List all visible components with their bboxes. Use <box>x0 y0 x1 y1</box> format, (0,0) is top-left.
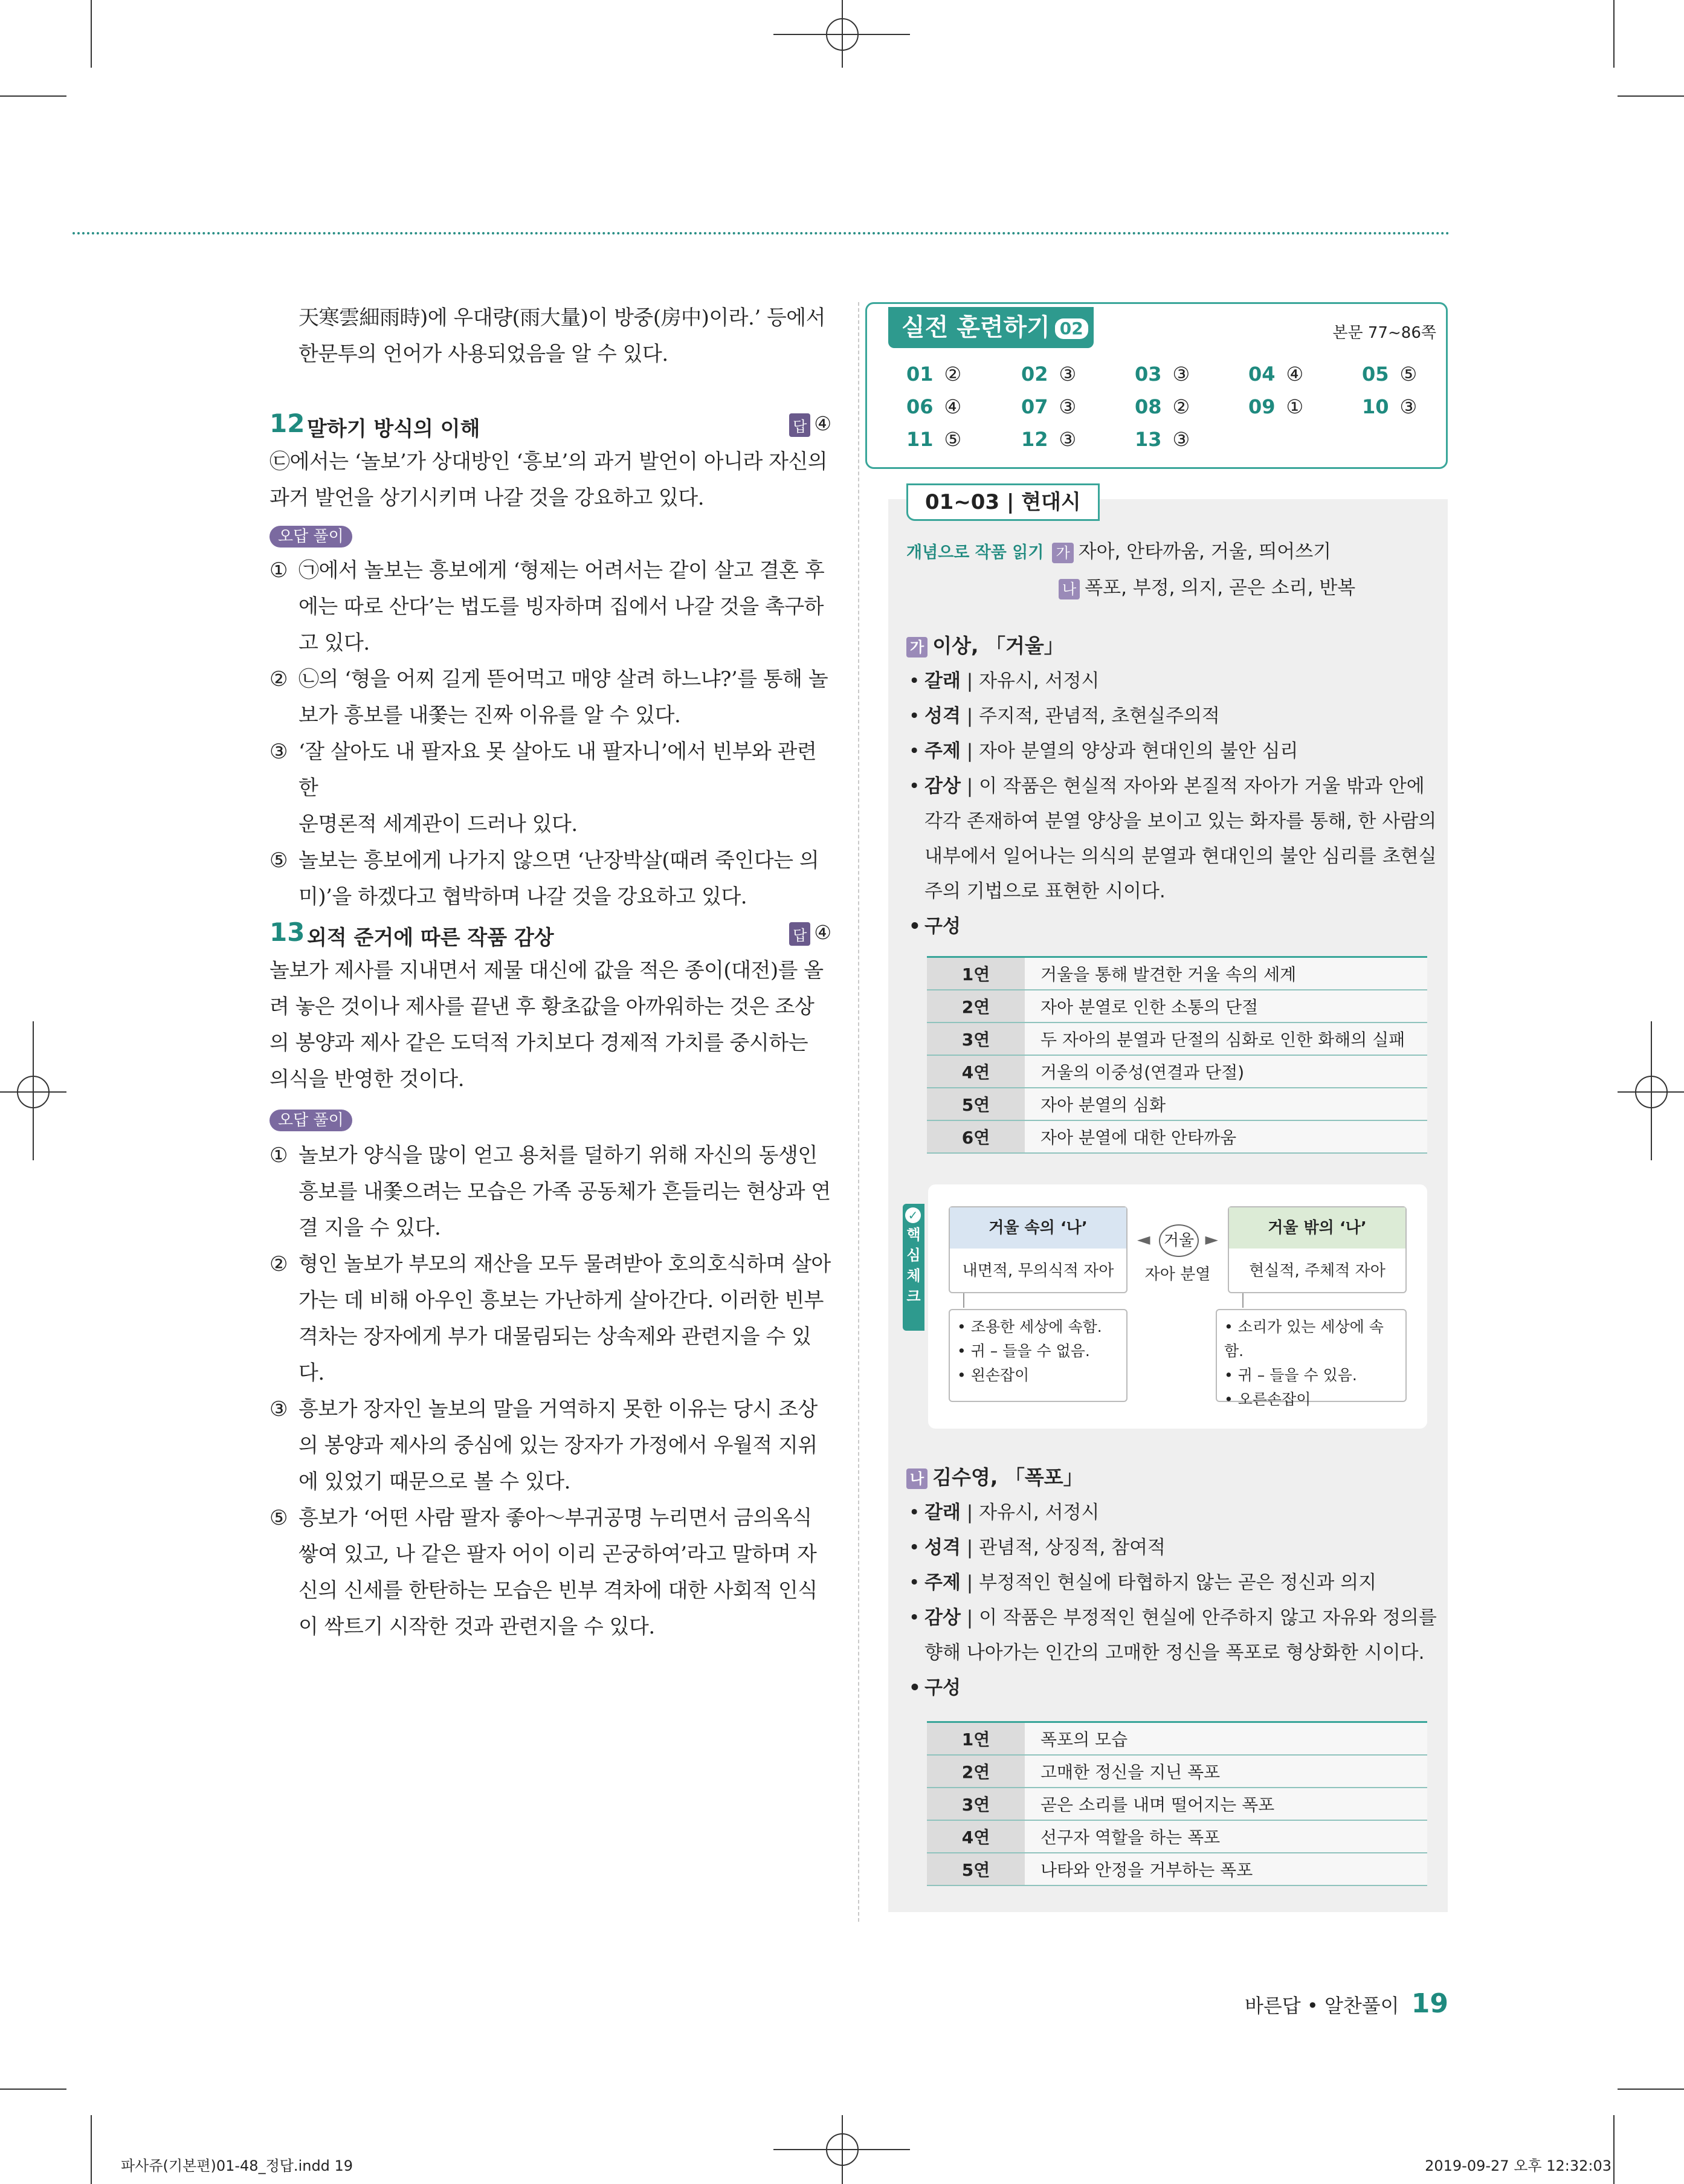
poem-title-line <box>906 628 1438 664</box>
page-footer <box>1245 1988 1448 2019</box>
text-line: 고 있다. <box>298 631 370 655</box>
text-line: 의 봉양과 제사 같은 도덕적 가치보다 경제적 가치를 중시하는 <box>269 1031 808 1055</box>
na-badge: 나 <box>1059 579 1080 599</box>
q13-body <box>269 952 831 1097</box>
answer-value: ④ <box>814 412 831 435</box>
info-label: 갈래 <box>924 670 961 692</box>
answer-choice: ③ <box>1059 363 1077 386</box>
answer-number: 01 <box>906 363 934 386</box>
text-line: ‘잘 살아도 내 팔자요 못 살아도 내 팔자니’에서 빈부와 관련한 <box>298 740 817 800</box>
text-line: 놀보가 제사를 지내면서 제물 대신에 값을 적은 종이(대전)를 올 <box>269 958 824 983</box>
answer-label <box>789 921 831 946</box>
text-line: 흥보가 장자인 놀보의 말을 거역하지 못한 이유는 당시 조상 <box>298 1397 818 1421</box>
page-number: 19 <box>1411 1988 1448 2019</box>
answer-number: 10 <box>1362 395 1389 418</box>
answer-choice: ③ <box>1172 428 1190 451</box>
poem-na <box>906 1460 1438 1705</box>
crop-mark <box>773 34 910 35</box>
answer-choice: ④ <box>944 395 962 418</box>
info-label: 성격 <box>924 1537 961 1559</box>
list-item: • 귀 – 들을 수 있음. <box>1224 1366 1357 1384</box>
list-item <box>269 1246 831 1391</box>
content-cell: 자아 분열의 심화 <box>1025 1088 1427 1120</box>
stanza-cell: 4연 <box>927 1055 1025 1088</box>
answer-number: 04 <box>1248 363 1276 386</box>
info-genre: • 갈래 | 자유시, 서정시 <box>906 664 1438 699</box>
text-line: 의 봉양과 제사의 중심에 있는 장자가 가정에서 우월적 지위 <box>298 1433 818 1458</box>
item-marker: ③ <box>269 740 288 764</box>
section-tab: 01~03 | 현대시 <box>906 483 1100 521</box>
text-line: 놀보는 흥보에게 나가지 않으면 ‘난장박살(때려 죽인다는 의 <box>298 848 819 873</box>
text-line: 이 작품은 현실적 자아와 본질적 자아가 거울 밖과 안에 <box>979 775 1425 797</box>
text-line: 미)’을 하겠다고 협박하며 나갈 것을 강요하고 있다. <box>298 885 747 909</box>
side-tab-text: 핵심체크 <box>906 1226 921 1305</box>
list-item: • 왼손잡이 <box>957 1366 1030 1384</box>
text-line: 흥보가 ‘어떤 사람 팔자 좋아～부귀공명 누리면서 금의옥식 <box>298 1506 812 1530</box>
answer-number: 03 <box>1135 363 1162 386</box>
stanza-cell: 1연 <box>927 1722 1025 1756</box>
answer-item <box>1021 428 1076 451</box>
answer-item <box>1248 363 1303 386</box>
content-cell: 자아 분열에 대한 안타까움 <box>1025 1120 1427 1153</box>
concept-ga-text: 자아, 안타까움, 거울, 띄어쓰기 <box>1078 541 1332 563</box>
info-value: 주지적, 관념적, 초현실주의적 <box>979 705 1220 727</box>
answer-number: 08 <box>1135 395 1162 418</box>
info-theme: • 주제 | 자아 분열의 양상과 현대인의 불안 심리 <box>906 734 1438 769</box>
answer-number: 07 <box>1021 395 1048 418</box>
text-line: 과거 발언을 상기시키며 나갈 것을 강요하고 있다. <box>269 486 705 510</box>
answer-key-title <box>888 307 1094 348</box>
table-row <box>927 957 1427 990</box>
answer-item <box>1248 395 1303 418</box>
stanza-cell: 2연 <box>927 990 1025 1023</box>
stanza-cell: 3연 <box>927 1023 1025 1055</box>
answer-choice: ④ <box>1286 363 1304 386</box>
list-item <box>269 734 831 842</box>
mirror-label: 거울 <box>1159 1224 1199 1257</box>
concept-summary <box>906 534 1438 606</box>
text-line: 보가 흥보를 내쫓는 진짜 이유를 알 수 있다. <box>298 703 681 728</box>
content-cell: 두 자아의 분열과 단절의 심화로 인한 화해의 실패 <box>1025 1023 1427 1055</box>
question-number: 13 <box>269 917 305 947</box>
text-line: 에 있었기 때문으로 볼 수 있다. <box>298 1470 570 1494</box>
text-line: 에는 따로 산다’는 법도를 빙자하며 집에서 나갈 것을 촉구하 <box>298 595 824 619</box>
answer-item <box>1362 363 1417 386</box>
answer-item <box>906 428 961 451</box>
footer-label: 바른답 • 알찬풀이 <box>1244 1994 1399 2017</box>
odap-badge: 오답 풀이 <box>269 526 352 548</box>
answer-item <box>1021 363 1076 386</box>
title-badge: 02 <box>1055 318 1088 339</box>
concept-na-text: 폭포, 부정, 의지, 곧은 소리, 반복 <box>1085 577 1356 599</box>
list-item <box>269 552 831 661</box>
question-title: 말하기 방식의 이해 <box>307 417 480 441</box>
answer-label <box>789 412 831 437</box>
table-row <box>927 1088 1427 1120</box>
answer-number: 12 <box>1021 428 1048 451</box>
table-row <box>927 990 1427 1023</box>
text-line: 형인 놀보가 부모의 재산을 모두 물려받아 호의호식하며 살아 <box>298 1252 831 1276</box>
inner-self-sub: 내면적, 무의식적 자아 <box>962 1262 1114 1280</box>
answer-item <box>1021 395 1076 418</box>
question-title: 외적 준거에 따른 작품 감상 <box>307 926 554 950</box>
text-line: 격차는 장자에게 부가 대물림되는 상속제와 관련지을 수 있다. <box>298 1325 811 1385</box>
inner-self-head: 거울 속의 ‘나’ <box>950 1207 1126 1249</box>
list-item: • 조용한 세상에 속함. <box>957 1318 1102 1336</box>
stanza-cell: 4연 <box>927 1820 1025 1853</box>
answer-number: 06 <box>906 395 934 418</box>
list-item: • 오른손잡이 <box>1224 1391 1311 1408</box>
list-item: • 소리가 있는 세상에 속함. <box>1224 1318 1384 1360</box>
structure-table-ga <box>927 956 1427 1154</box>
text-line: ㉡의 ‘형을 어찌 길게 뜯어먹고 매양 살려 하느냐?’를 통해 놀 <box>298 667 828 691</box>
crop-mark <box>91 0 92 68</box>
text-line: 가는 데 비해 아우인 흥보는 가난하게 살아간다. 이러한 빈부 <box>298 1288 824 1313</box>
concept-line <box>906 534 1438 570</box>
content-cell: 거울의 이중성(연결과 단절) <box>1025 1055 1427 1088</box>
crop-mark <box>1618 95 1684 97</box>
table-row <box>927 1023 1427 1055</box>
info-label: 감상 <box>924 775 961 797</box>
outer-self-sub: 현실적, 주체적 자아 <box>1249 1262 1386 1280</box>
text-line: 주의 기법으로 표현한 시이다. <box>924 880 1166 902</box>
question-number: 12 <box>269 409 305 438</box>
text-line: 신의 신세를 한탄하는 모습은 빈부 격차에 대한 사회적 인식 <box>298 1578 818 1603</box>
text-line: • 감상 | 이 작품은 현실적 자아와 본질적 자아가 거울 밖과 안에 <box>924 775 1425 797</box>
na-badge: 나 <box>906 1468 927 1489</box>
q12-body <box>269 444 831 516</box>
outer-self-box <box>1228 1206 1407 1293</box>
mirror-diagram <box>928 1184 1427 1429</box>
info-label: 감상 <box>924 1607 961 1629</box>
table-row <box>927 1722 1427 1756</box>
structure-label: • 구성 <box>906 909 1438 944</box>
center-sub: 자아 분열 <box>1144 1265 1211 1284</box>
table-row <box>927 1853 1427 1885</box>
answer-choice: ③ <box>1059 428 1077 451</box>
poem-title: 김수영, 「폭포」 <box>932 1465 1083 1489</box>
info-appreciation <box>906 769 1438 909</box>
text-line: 쌓여 있고, 나 같은 팔자 어이 이리 곤궁하여’라고 말하며 자 <box>298 1542 817 1566</box>
intro-text <box>298 300 831 372</box>
list-item: • 귀 – 들을 수 없음. <box>957 1342 1090 1360</box>
crop-mark <box>1613 2115 1615 2184</box>
text-line: 이 싹트기 시작한 것과 관련지을 수 있다. <box>298 1615 655 1639</box>
info-value: 부정적인 현실에 타협하지 않는 곧은 정신과 의지 <box>979 1572 1377 1594</box>
answer-choice: ② <box>944 363 962 386</box>
content-cell: 고매한 정신을 지닌 폭포 <box>1025 1755 1427 1788</box>
title-text: 실전 훈련하기 <box>902 314 1050 341</box>
answer-number: 09 <box>1248 395 1276 418</box>
item-marker: ① <box>269 558 288 583</box>
print-file-info: 파사쥬(기본편)01-48_정답.indd 19 <box>121 2157 353 2174</box>
text-line: 흥보를 내쫓으려는 모습은 가족 공동체가 흔들리는 현상과 연 <box>298 1180 831 1204</box>
print-date-info: 2019-09-27 오후 12:32:03 <box>1425 2157 1611 2174</box>
odap-badge: 오답 풀이 <box>269 1110 352 1131</box>
column-divider <box>858 302 859 1922</box>
item-marker: ② <box>269 667 288 691</box>
answer-item <box>1135 395 1190 418</box>
answer-item <box>1135 363 1190 386</box>
content-cell: 폭포의 모습 <box>1025 1722 1427 1756</box>
text-line: ㉠에서 놀보는 흥보에게 ‘형제는 어려서는 같이 살고 결혼 후 <box>298 558 825 583</box>
answer-item <box>906 363 961 386</box>
item-marker: ② <box>269 1252 288 1276</box>
answer-value: ④ <box>814 921 831 944</box>
answer-choice: ⑤ <box>944 428 962 451</box>
check-icon: ✓ <box>905 1207 921 1223</box>
info-nature: • 성격 | 주지적, 관념적, 초현실주의적 <box>906 699 1438 734</box>
connector-line <box>963 1293 964 1308</box>
content-cell: 곧은 소리를 내며 떨어지는 폭포 <box>1025 1788 1427 1820</box>
crop-mark <box>1651 1021 1652 1160</box>
text-line: 각각 존재하여 분열 양상을 보이고 있는 화자를 통해, 한 사람의 <box>924 810 1437 832</box>
crop-mark <box>0 2089 66 2090</box>
list-item <box>269 842 831 915</box>
list-item <box>269 661 831 734</box>
crop-mark <box>1613 0 1615 68</box>
right-arrow-icon: ► <box>1205 1229 1218 1249</box>
item-marker: ⑤ <box>269 1506 288 1530</box>
info-nature: • 성격 | 관념적, 상징적, 참여적 <box>906 1530 1438 1565</box>
answer-badge: 답 <box>789 922 810 946</box>
list-item <box>269 1391 831 1500</box>
text-line: 의식을 반영한 것이다. <box>269 1067 465 1091</box>
text-line: 려 놓은 것이나 제사를 끝낸 후 황초값을 아까워하는 것은 조상 <box>269 995 815 1019</box>
q12-header <box>269 409 831 445</box>
q13-header <box>269 917 831 954</box>
concept-label: 개념으로 작품 읽기 <box>906 543 1044 562</box>
header-dotted-rule <box>73 232 1450 234</box>
answer-choice: ③ <box>1399 395 1418 418</box>
ga-badge: 가 <box>906 637 927 657</box>
info-appreciation <box>906 1600 1438 1670</box>
answer-badge: 답 <box>789 413 810 437</box>
answer-number: 11 <box>906 428 934 451</box>
ga-badge: 가 <box>1052 543 1073 563</box>
answer-item <box>1362 395 1417 418</box>
crop-mark <box>1618 2089 1684 2090</box>
center-mirror <box>1137 1222 1218 1258</box>
info-label: 주제 <box>924 1572 961 1594</box>
text-line: 내부에서 일어나는 의식의 분열과 현대인의 불안 심리를 초현실 <box>924 845 1437 867</box>
stanza-cell: 5연 <box>927 1088 1025 1120</box>
answer-choice: ⑤ <box>1399 363 1418 386</box>
crop-mark <box>0 95 66 97</box>
answer-item <box>906 395 961 418</box>
answer-number: 13 <box>1135 428 1162 451</box>
answer-item <box>1135 428 1190 451</box>
answer-number: 02 <box>1021 363 1048 386</box>
stanza-cell: 5연 <box>927 1853 1025 1885</box>
q12-wrong-list <box>269 552 831 915</box>
info-genre: • 갈래 | 자유시, 서정시 <box>906 1495 1438 1530</box>
inner-self-list <box>949 1309 1128 1402</box>
text-line: • 감상 | 이 작품은 부정적인 현실에 안주하지 않고 자유와 정의를 <box>924 1607 1437 1629</box>
connector-line <box>1242 1293 1244 1308</box>
content-cell: 선구자 역할을 하는 폭포 <box>1025 1820 1427 1853</box>
table-row <box>927 1820 1427 1853</box>
structure-label: • 구성 <box>906 1670 1438 1705</box>
info-value: 자아 분열의 양상과 현대인의 불안 심리 <box>979 740 1298 762</box>
info-label: 성격 <box>924 705 961 727</box>
item-marker: ③ <box>269 1397 288 1421</box>
stanza-cell: 3연 <box>927 1788 1025 1820</box>
q13-wrong-list <box>269 1137 831 1645</box>
structure-table-na <box>927 1721 1427 1886</box>
text-line: 운명론적 세계관이 드러나 있다. <box>298 812 578 836</box>
info-value: 자유시, 서정시 <box>979 1502 1100 1523</box>
stanza-cell: 2연 <box>927 1755 1025 1788</box>
poem-title: 이상, 「거울」 <box>932 634 1064 657</box>
inner-self-box <box>949 1206 1128 1293</box>
table-row <box>927 1788 1427 1820</box>
list-item <box>269 1500 831 1645</box>
answer-choice: ② <box>1172 395 1190 418</box>
table-row <box>927 1755 1427 1788</box>
info-value: 자유시, 서정시 <box>979 670 1100 692</box>
table-row <box>927 1120 1427 1153</box>
text-line: 이 작품은 부정적인 현실에 안주하지 않고 자유와 정의를 <box>979 1607 1437 1629</box>
poem-ga <box>906 628 1438 944</box>
info-label: 주제 <box>924 740 961 762</box>
answer-number: 05 <box>1362 363 1389 386</box>
text-line: 향해 나아가는 인간의 고매한 정신을 폭포로 형상화한 시이다. <box>924 1642 1425 1664</box>
crop-mark <box>91 2115 92 2184</box>
text-line: 놀보가 양식을 많이 얻고 용처를 덜하기 위해 자신의 동생인 <box>298 1143 818 1168</box>
answer-choice: ① <box>1286 395 1304 418</box>
list-item <box>269 1137 831 1246</box>
content-cell: 거울을 통해 발견한 거울 속의 세계 <box>1025 957 1427 990</box>
page-reference: 본문 77~86쪽 <box>1332 324 1436 342</box>
stanza-cell: 6연 <box>927 1120 1025 1153</box>
concept-line <box>906 570 1438 606</box>
left-arrow-icon: ◄ <box>1137 1229 1150 1249</box>
info-value: 관념적, 상징적, 참여적 <box>979 1537 1166 1559</box>
table-row <box>927 1055 1427 1088</box>
text-line: 天寒雲細雨時)에 우대량(雨大量)이 방중(房中)이라.’ 등에서 <box>298 306 825 330</box>
text-line: ㉢에서는 ‘놀보’가 상대방인 ‘흥보’의 과거 발언이 아니라 자신의 <box>269 450 828 474</box>
text-line: 결 지을 수 있다. <box>298 1216 441 1240</box>
poem-title-line <box>906 1460 1438 1495</box>
stanza-cell: 1연 <box>927 957 1025 990</box>
answer-choice: ③ <box>1172 363 1190 386</box>
info-theme: • 주제 | 부정적인 현실에 타협하지 않는 곧은 정신과 의지 <box>906 1565 1438 1600</box>
content-cell: 나타와 안정을 거부하는 폭포 <box>1025 1853 1427 1885</box>
outer-self-head: 거울 밖의 ‘나’ <box>1229 1207 1405 1249</box>
crop-mark <box>33 1021 34 1160</box>
crop-mark <box>773 2149 910 2150</box>
content-cell: 자아 분열로 인한 소통의 단절 <box>1025 990 1427 1023</box>
answer-choice: ③ <box>1059 395 1077 418</box>
item-marker: ① <box>269 1143 288 1168</box>
outer-self-list <box>1216 1309 1407 1408</box>
text-line: 한문투의 언어가 사용되었음을 알 수 있다. <box>298 342 668 366</box>
item-marker: ⑤ <box>269 848 288 873</box>
info-label: 갈래 <box>924 1502 961 1523</box>
